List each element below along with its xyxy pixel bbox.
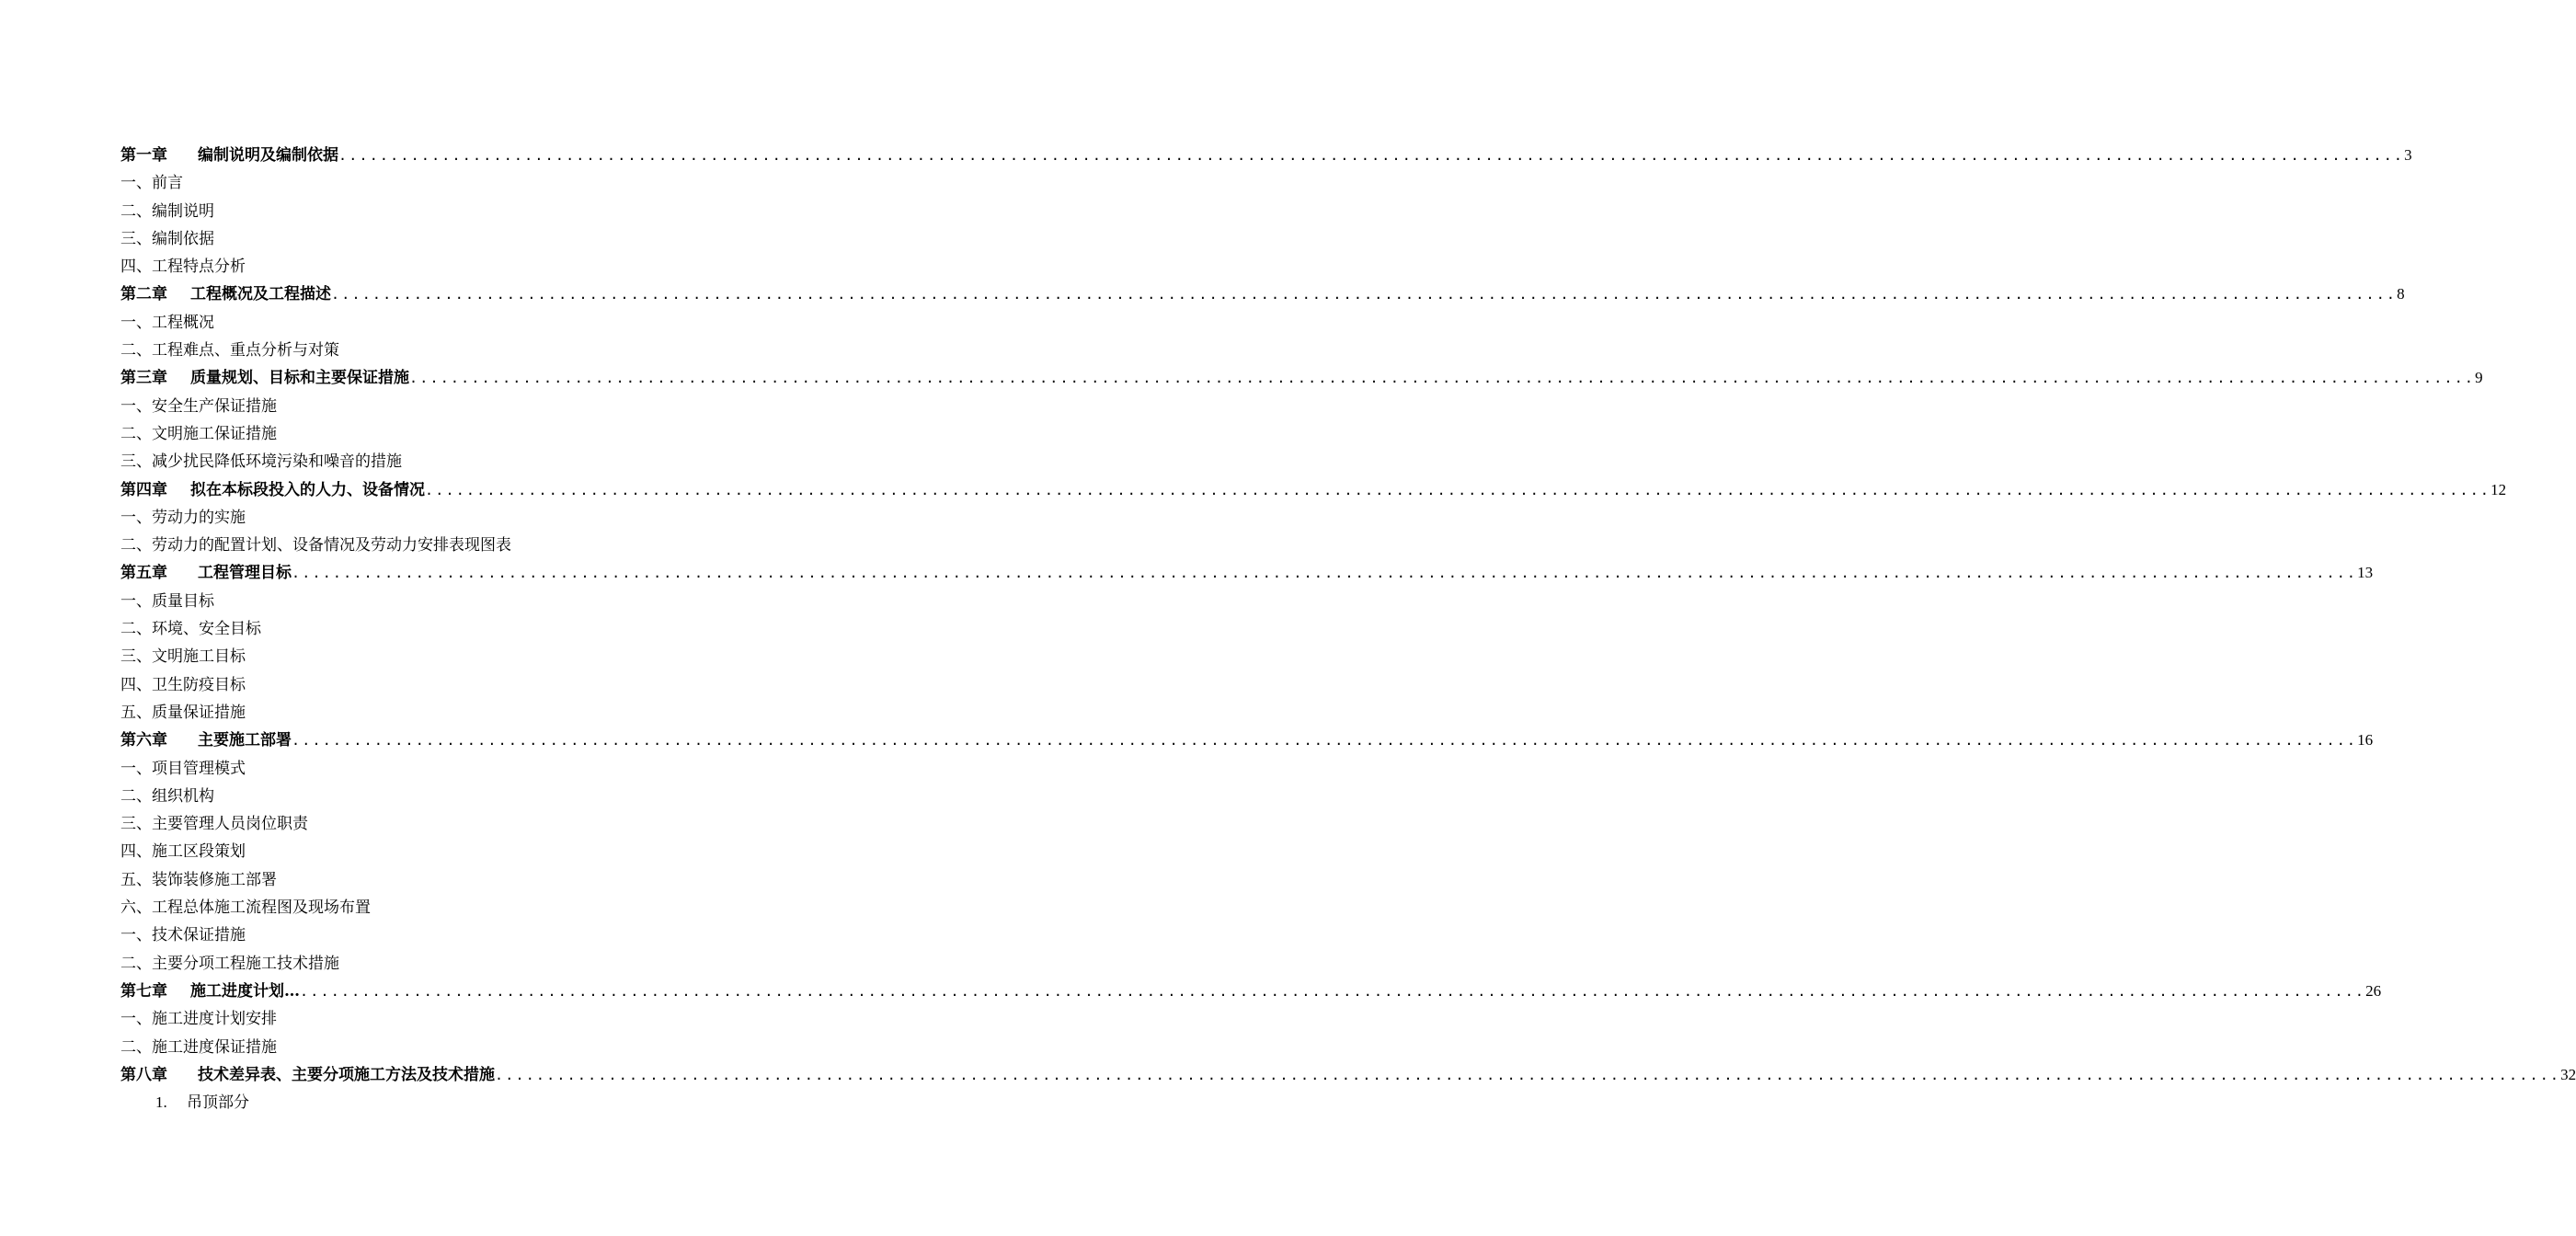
dot-leader: ........................................................................................................................................................................................................ — [409, 370, 2476, 387]
chapter-title: 施工进度计划… — [190, 981, 300, 1001]
toc-section-entry — [120, 699, 746, 727]
section-title: 二、编制说明 — [120, 201, 214, 221]
chapter-title: 质量规划、目标和主要保证措施 — [190, 369, 409, 388]
section-title: 一、技术保证措施 — [120, 926, 246, 945]
chapter-title: 主要施工部署 — [198, 731, 292, 750]
page-number: 13 — [2357, 564, 2374, 582]
toc-section-entry — [120, 253, 746, 280]
chapter-number: 第三章 — [120, 369, 167, 388]
page-number: 26 — [2365, 981, 2382, 1000]
toc-chapter-entry — [120, 476, 2507, 504]
dot-leader: ........................................................................................................................................................................................................ — [292, 565, 2358, 582]
dot-leader: ........................................................................................................................................................................................................ — [300, 982, 2366, 1000]
section-title: 一、前言 — [120, 174, 183, 193]
section-title: 二、劳动力的配置计划、设备情况及劳动力安排表现图表 — [120, 536, 511, 555]
dot-leader: ........................................................................................................................................................................................................ — [292, 732, 2358, 750]
section-title: 四、卫生防疫目标 — [120, 675, 246, 694]
dot-leader: ........................................................................................................................................................................................................ — [495, 1066, 2561, 1083]
section-title: 一、施工进度计划安排 — [120, 1010, 277, 1029]
section-title: 一、安全生产保证措施 — [120, 396, 277, 416]
page-number: 8 — [2397, 285, 2405, 303]
toc-section-entry — [120, 894, 746, 921]
page-number: 16 — [2357, 731, 2374, 750]
dot-leader: ........................................................................................................................................................................................................ — [425, 481, 2491, 498]
toc-section-entry — [120, 198, 746, 225]
section-title: 一、劳动力的实施 — [120, 508, 246, 527]
page-number: 3 — [2404, 146, 2412, 164]
toc-section-entry — [120, 532, 746, 559]
section-title: 三、减少扰民降低环境污染和噪音的措施 — [120, 452, 402, 472]
section-title: 二、工程难点、重点分析与对策 — [120, 341, 339, 360]
page-number: 9 — [2475, 369, 2483, 387]
toc-section-entry — [120, 1034, 746, 1061]
toc-section-entry — [120, 810, 746, 838]
section-title: 二、施工进度保证措施 — [120, 1037, 277, 1057]
section-title: 三、编制依据 — [120, 229, 214, 248]
dot-leader: ........................................................................................................................................................................................................ — [331, 286, 2398, 303]
section-title: 六、工程总体施工流程图及现场布置 — [120, 898, 371, 918]
toc-section-entry — [120, 225, 746, 253]
toc-section-entry — [120, 783, 746, 810]
page-number: 12 — [2490, 480, 2507, 498]
section-title: 一、项目管理模式 — [120, 759, 246, 778]
chapter-number: 第七章 — [120, 981, 167, 1001]
section-title: 二、主要分项工程施工技术措施 — [120, 954, 339, 973]
section-title: 二、组织机构 — [120, 786, 214, 806]
toc-section-entry — [120, 504, 746, 532]
toc-section-entry — [120, 671, 746, 699]
toc-section-entry — [120, 588, 746, 615]
dot-leader: ........................................................................................................................................................................................................ — [338, 147, 2405, 164]
section-title: 一、工程概况 — [120, 313, 214, 332]
toc-section-entry — [120, 866, 746, 894]
chapter-title: 技术差异表、主要分项施工方法及技术措施 — [198, 1065, 495, 1084]
chapter-number: 第四章 — [120, 480, 167, 499]
toc-chapter-entry — [120, 1061, 2576, 1089]
toc-chapter-entry — [120, 727, 2374, 754]
toc-section-entry — [120, 420, 746, 448]
section-title: 一、质量目标 — [120, 591, 214, 611]
table-of-contents — [120, 142, 2576, 1116]
toc-chapter-entry — [120, 559, 2374, 587]
toc-section-entry — [120, 838, 746, 865]
toc-section-entry — [120, 950, 746, 978]
chapter-number: 第八章 — [120, 1065, 167, 1084]
section-title: 五、质量保证措施 — [120, 703, 246, 722]
toc-section-entry — [120, 309, 746, 337]
section-title: 四、工程特点分析 — [120, 258, 246, 277]
section-title: 三、主要管理人员岗位职责 — [120, 815, 308, 834]
chapter-title: 拟在本标段投入的人力、设备情况 — [190, 480, 425, 499]
page-number: 32 — [2560, 1065, 2576, 1083]
chapter-title: 工程管理目标 — [198, 564, 292, 583]
toc-section-entry — [120, 921, 746, 949]
toc-section-entry — [120, 448, 746, 475]
chapter-number: 第二章 — [120, 285, 167, 304]
section-title: 二、环境、安全目标 — [120, 620, 261, 639]
section-title: 三、文明施工目标 — [120, 647, 246, 667]
toc-section-entry — [120, 755, 746, 783]
toc-chapter-entry — [120, 142, 2412, 169]
toc-chapter-entry — [120, 280, 2405, 308]
toc-numbered-entry — [120, 1089, 746, 1116]
toc-chapter-entry — [120, 364, 2483, 392]
section-title: 二、文明施工保证措施 — [120, 424, 277, 443]
toc-section-entry — [120, 393, 746, 420]
entry-index: 1. — [155, 1093, 167, 1112]
entry-text: 吊顶部分 — [187, 1093, 249, 1113]
section-title: 四、施工区段策划 — [120, 842, 246, 862]
toc-section-entry — [120, 1005, 746, 1033]
toc-section-entry — [120, 169, 746, 197]
chapter-title: 编制说明及编制依据 — [198, 146, 338, 165]
chapter-number: 第五章 — [120, 564, 167, 583]
chapter-number: 第六章 — [120, 731, 167, 750]
toc-section-entry — [120, 337, 746, 364]
toc-section-entry — [120, 643, 746, 670]
chapter-title: 工程概况及工程描述 — [190, 285, 331, 304]
toc-section-entry — [120, 615, 746, 643]
toc-chapter-entry — [120, 978, 2382, 1005]
section-title: 五、装饰装修施工部署 — [120, 870, 277, 889]
chapter-number: 第一章 — [120, 146, 167, 165]
